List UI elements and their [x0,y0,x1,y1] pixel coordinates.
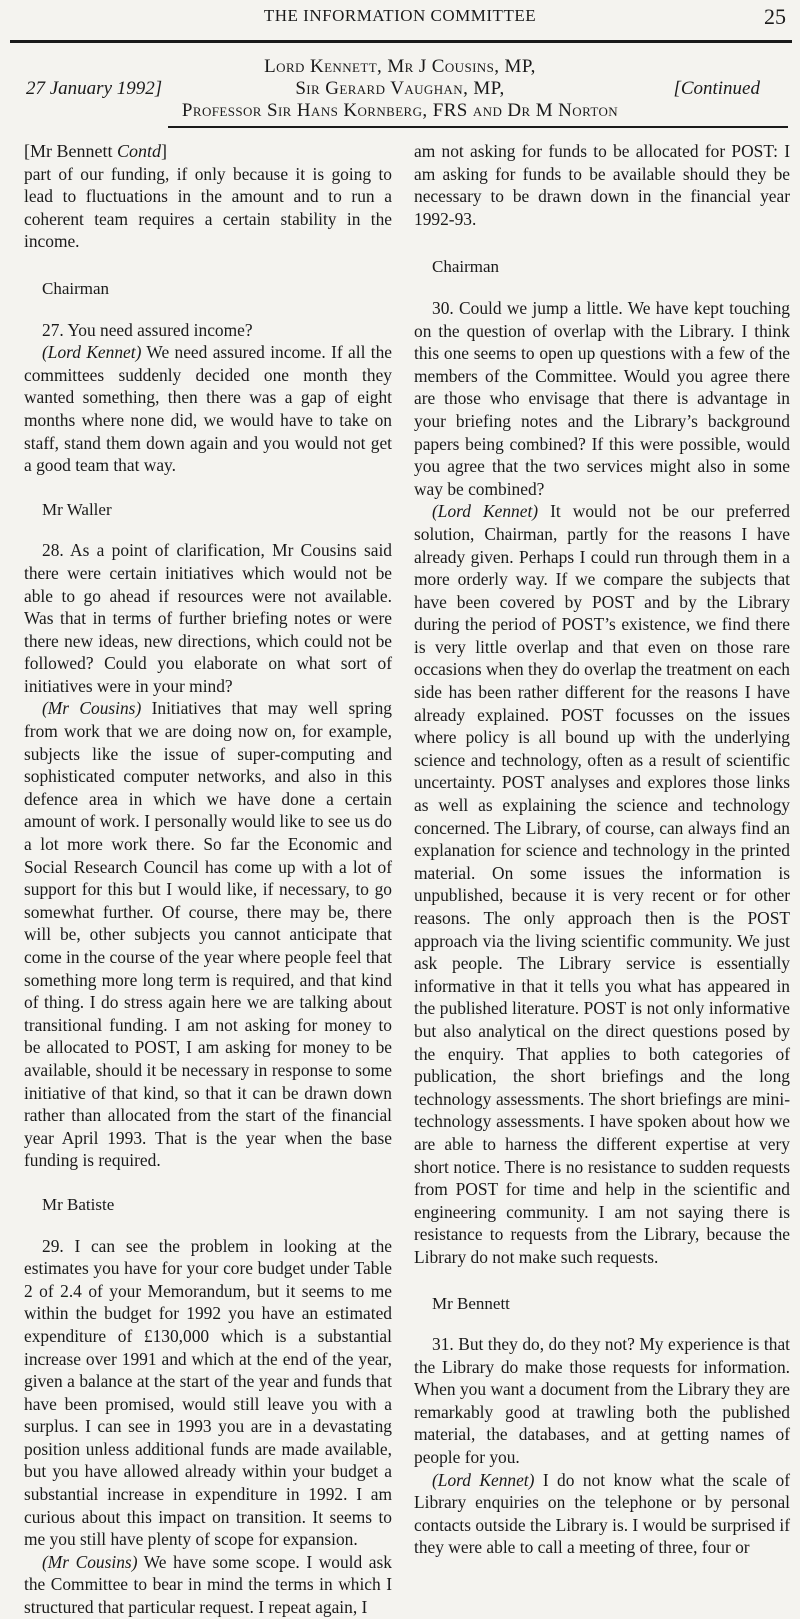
witness-name: (Lord Kennet) [432,501,539,522]
question-29: 29. I can see the problem in looking at the estimates you have for your core budget under Table 2 of 2.4 of your Memorandum, but it seems to me within the budget for 1992 you have an estimated expenditure of £130,000 which is a substantial increase over 1991 and which at the end of the year, given a balance at the start of the year and funds that have been promised, would still leave you with a surplus. I can see in 1993 you are in a devastating position unless additional funds are made available, but you have allowed already within your budget a substantial increase in expenditure in 1992. I am curious about this impact on transition. It seems to me you still have plenty of scope for expansion. [24,1235,392,1550]
answer-29 [24,1551,392,1619]
answer-31 [414,1469,790,1559]
right-column [414,140,790,1559]
witness-name: (Mr Cousins) [42,1551,138,1572]
speaker-tag-close: ] [161,141,167,161]
witness-name: (Lord Kennet) [432,1469,535,1490]
question-30: 30. Could we jump a little. We have kept touching on the question of overlap with the Library. I think this one seems to open up questions with a few of the members of the Committee. Would you agree there are those who envisage that there is advantage in your briefing notes and the Library’s background papers being combined? If this were possible, would you agree that the two services might also in some way be combined? [414,297,790,499]
running-header-title: THE INFORMATION COMMITTEE [263,6,537,25]
witness-name: (Mr Cousins) [42,698,142,719]
answer-text: We have some scope. I would ask the Committee to bear in mind the terms in which I structured that particular request. I repeat again, I [24,1551,392,1618]
speaker-heading: Chairman [432,257,500,277]
evidence-date: 27 January 1992] [26,78,163,99]
answer-28 [24,697,392,1171]
answer-30 [414,500,790,1268]
answer-text: Initiatives that may well spring from work that we are doing now on, for example, subjects like the issue of super-computing and sophisticated computer networks, and also in this defence area in which we have done a certain amount of work. I personally would like to see us do a lot more work there. So far the Economic and Social Research Council has come up with a lot of support for this but I would like, if necessary, to go somewhat further. Of course, there may be, there will be, other subjects you cannot anticipate that come in the course of the year where people feel that something more long term is required, and that kind of thing. I do stress again here we are talking about transitional funding. I am not asking for money to be allocated to POST, I am asking for money to be available, should it be necessary in response to some initiative of that kind, so that it can be drawn down rather than allocated from the start of the financial year April 1993. That is the year when the base funding is required. [24,698,392,1171]
witness-name: (Lord Kennet) [42,342,142,363]
speaker-continued-tag [24,140,392,163]
answer-27 [24,341,392,477]
question-28: 28. As a point of clarification, Mr Cousins said there were certain initiatives which would not be able to go ahead if resources were not available. Was that in terms of further briefing notes or were there new ideas, new directions, which could not be followed? Could you elaborate on what sort of initiatives were in your mind? [24,540,392,696]
question-27: 27. You need assured income? [42,319,253,340]
answer-text: I do not know what the scale of Library enquiries on the telephone or by personal contacts outside the Library is. I would be surprised if they were able to call a meeting of three, four or [414,1469,791,1558]
left-column [24,140,392,1619]
speaker-heading: Mr Bennett [432,1293,510,1313]
question-31: 31. But they do, do they not? My experience is that the Library do make those requests for information. When you want a document from the Library they are remarkably good at trawling both the published material, the databases, and at getting names of people for you. [414,1334,790,1468]
paragraph: am not asking for funds to be allocated for POST: I am asking for funds to be available should they be necessary to be drawn down in the financial year 1992-93. [414,141,790,229]
page-number: 25 [764,4,786,29]
continued-label: [Continued [673,78,760,99]
speaker-tag-open: [Mr Bennett [24,141,117,161]
answer-text: It would not be our preferred solution, Chairman, partly for the reasons I have already given. Perhaps I could run through them in a more orderly way. If we compare the subjects that have been covered by POST and by the Library during the period of POST’s existence, we find there is very little overlap and that even on those rare occasions when they do overlap the treatment on each side has been rather different for the reasons I have already explained. POST focusses on the issues where policy is all bound up with the underlying science and technology, often as a result of scientific uncertainty. POST analyses and explores those links as well as explaining the science and technology concerned. The Library, of course, can always find an explanation for science and technology in the printed material. On some issues the information is unpublished, because it is very recent or for other reasons. The only approach then is the POST approach via the living scientific community. We just ask people. The Library service is essentially informative in that it tells you what has appeared in the published literature. POST is not only informative but also analytical on the direct questions posed by the enquiry. That applies to both categories of publication, the short briefings and the long technology assessments. The short briefings are mini-technology assessments. I have spoken about how we are able to harness the different expertise at very short notice. There is no resistance to sudden requests from POST for time and help in the scientific and engineering community. I am not saying there is resistance to requests from the Library, because the Library do not make such requests. [414,501,790,1267]
header-rule [10,40,792,43]
witnesses-line-3: Professor Sir Hans Kornberg, FRS and Dr M Norton [181,100,619,121]
witnesses-line-2: Sir Gerard Vaughan, MP, [295,78,505,99]
witnesses-rule [168,126,788,128]
speaker-heading: Mr Waller [42,499,112,519]
speaker-tag-contd: Contd [116,141,161,161]
answer-text: We need assured income. If all the committees suddenly decided one month they wanted something, then there was a gap of eight months where none did, we would have to take on staff, stand them down again and you would not get a good team that way. [24,342,393,476]
witnesses-line-1: Lord Kennett, Mr J Cousins, MP, [264,56,536,77]
speaker-heading: Mr Batiste [42,1194,115,1214]
speaker-heading: Chairman [42,278,110,298]
paragraph: part of our funding, if only because it is going to lead to fluctuations in the amount and to run a coherent team requires a certain stability in the income. [24,163,392,252]
